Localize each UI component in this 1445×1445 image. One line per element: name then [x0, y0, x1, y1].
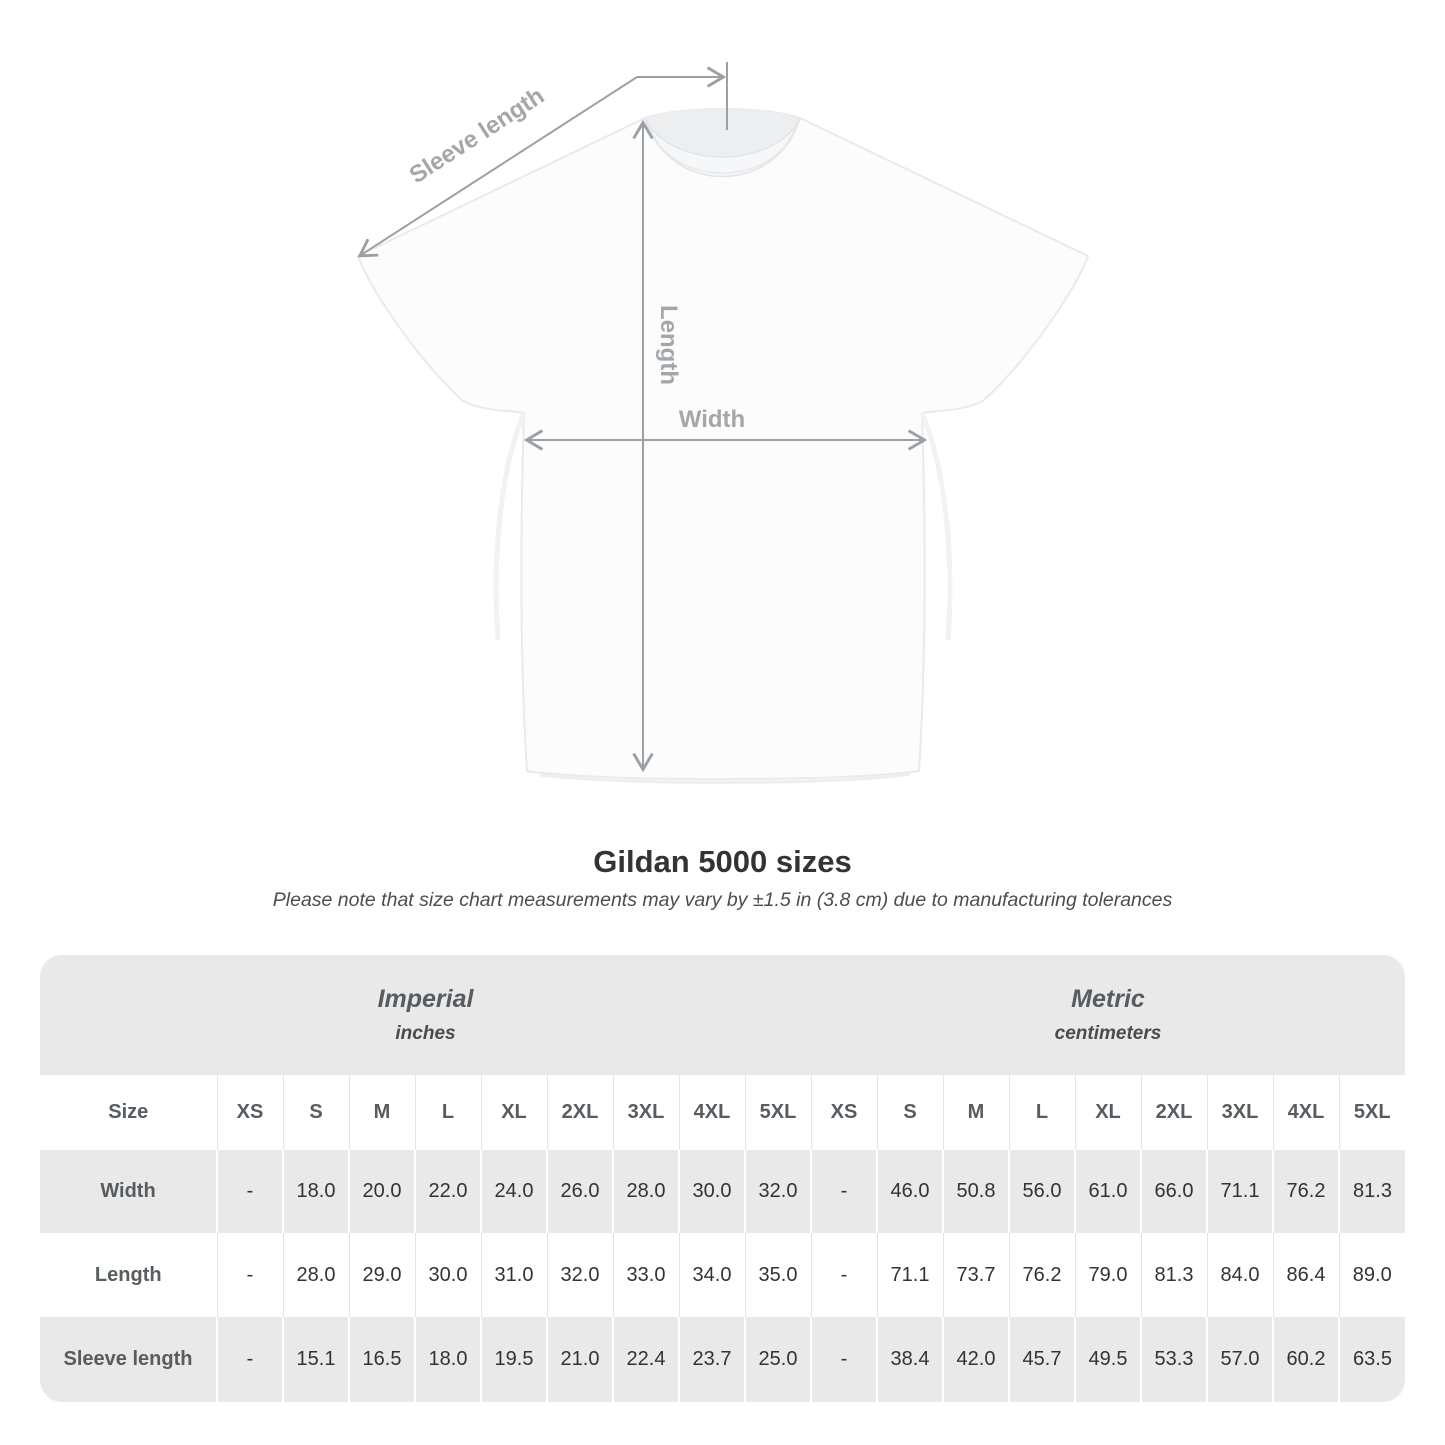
- measurement-cell: 30.0: [415, 1233, 481, 1317]
- measurement-cell: 79.0: [1075, 1233, 1141, 1317]
- tshirt-graphic: [358, 109, 1088, 782]
- size-table: [40, 955, 1405, 1402]
- size-header-cell: XL: [481, 1075, 547, 1150]
- measurement-cell: -: [811, 1317, 877, 1402]
- measurement-cell: 57.0: [1207, 1317, 1273, 1402]
- imperial-group-header: [40, 955, 811, 1075]
- page-title: Gildan 5000 sizes: [593, 844, 852, 879]
- sleeve-length-label: Sleeve length: [404, 82, 550, 190]
- measurement-cell: 76.2: [1273, 1150, 1339, 1233]
- measurement-cell: 76.2: [1009, 1233, 1075, 1317]
- table-row-length: [40, 1233, 1405, 1317]
- measurement-cell: 66.0: [1141, 1150, 1207, 1233]
- measurement-cell: 60.2: [1273, 1317, 1339, 1402]
- row-label-sleeve-length: Sleeve length: [40, 1317, 217, 1402]
- measurement-cell: 34.0: [679, 1233, 745, 1317]
- measurement-cell: 33.0: [613, 1233, 679, 1317]
- imperial-group-label: Imperial: [377, 985, 474, 1014]
- measurement-cell: 24.0: [481, 1150, 547, 1233]
- measurement-cell: -: [811, 1233, 877, 1317]
- measurement-cell: 45.7: [1009, 1317, 1075, 1402]
- width-label: Width: [678, 406, 746, 433]
- length-label: Length: [655, 305, 682, 385]
- size-header-row: [40, 1075, 1405, 1150]
- fold-shade-left: [496, 413, 524, 640]
- metric-group-unit: centimeters: [1054, 1023, 1162, 1045]
- measurement-cell: 32.0: [745, 1150, 811, 1233]
- row-label-width: Width: [40, 1150, 217, 1233]
- measurement-cell: 28.0: [283, 1233, 349, 1317]
- measurement-cell: -: [217, 1233, 283, 1317]
- measurement-cell: 21.0: [547, 1317, 613, 1402]
- fold-shade-right: [922, 413, 950, 640]
- measurement-cell: 38.4: [877, 1317, 943, 1402]
- measurement-cell: -: [217, 1150, 283, 1233]
- metric-group-label: Metric: [1071, 985, 1145, 1014]
- size-header-cell: L: [415, 1075, 481, 1150]
- measurement-cell: 81.3: [1339, 1150, 1405, 1233]
- measurement-cell: 71.1: [1207, 1150, 1273, 1233]
- measurement-cell: -: [811, 1150, 877, 1233]
- measurement-cell: 28.0: [613, 1150, 679, 1233]
- measurement-cell: 31.0: [481, 1233, 547, 1317]
- measurement-cell: 53.3: [1141, 1317, 1207, 1402]
- metric-group-header: [811, 955, 1405, 1075]
- measurement-cell: 86.4: [1273, 1233, 1339, 1317]
- size-header-cell: L: [1009, 1075, 1075, 1150]
- size-header-cell: 3XL: [1207, 1075, 1273, 1150]
- measurement-cell: 18.0: [415, 1317, 481, 1402]
- size-header-cell: 5XL: [1339, 1075, 1405, 1150]
- page-subtitle: Please note that size chart measurements may vary by ±1.5 in (3.8 cm) due to manufacturing tolerances: [272, 888, 1173, 911]
- measurement-cell: 89.0: [1339, 1233, 1405, 1317]
- size-column-title: Size: [40, 1075, 217, 1150]
- size-header-cell: XL: [1075, 1075, 1141, 1150]
- measurement-cell: 20.0: [349, 1150, 415, 1233]
- measurement-cell: 26.0: [547, 1150, 613, 1233]
- imperial-group-unit: inches: [395, 1023, 456, 1045]
- row-label-length: Length: [40, 1233, 217, 1317]
- measurement-cell: 56.0: [1009, 1150, 1075, 1233]
- measurement-cell: 50.8: [943, 1150, 1009, 1233]
- tshirt-outline: [358, 109, 1088, 779]
- measurement-cell: 16.5: [349, 1317, 415, 1402]
- measurement-cell: 30.0: [679, 1150, 745, 1233]
- unit-group-row: [40, 955, 1405, 1075]
- measurement-cell: 29.0: [349, 1233, 415, 1317]
- measurement-cell: 18.0: [283, 1150, 349, 1233]
- size-header-cell: M: [349, 1075, 415, 1150]
- measurement-cell: 42.0: [943, 1317, 1009, 1402]
- measurement-cell: 15.1: [283, 1317, 349, 1402]
- measurement-cell: 61.0: [1075, 1150, 1141, 1233]
- size-header-cell: 2XL: [547, 1075, 613, 1150]
- measurement-cell: 49.5: [1075, 1317, 1141, 1402]
- measurement-cell: 32.0: [547, 1233, 613, 1317]
- measurement-cell: 73.7: [943, 1233, 1009, 1317]
- table-row-sleeve-length: [40, 1317, 1405, 1402]
- size-table-container: [40, 955, 1405, 1402]
- measurement-cell: 25.0: [745, 1317, 811, 1402]
- measurement-cell: 35.0: [745, 1233, 811, 1317]
- size-header-cell: S: [877, 1075, 943, 1150]
- measurement-cell: 22.0: [415, 1150, 481, 1233]
- measurement-cell: 23.7: [679, 1317, 745, 1402]
- size-header-cell: 4XL: [1273, 1075, 1339, 1150]
- size-header-cell: M: [943, 1075, 1009, 1150]
- measurement-cell: 81.3: [1141, 1233, 1207, 1317]
- size-header-cell: 4XL: [679, 1075, 745, 1150]
- size-header-cell: 2XL: [1141, 1075, 1207, 1150]
- measurement-cell: 63.5: [1339, 1317, 1405, 1402]
- size-header-cell: XS: [217, 1075, 283, 1150]
- measurement-cell: 71.1: [877, 1233, 943, 1317]
- measurement-cell: -: [217, 1317, 283, 1402]
- table-row-width: [40, 1150, 1405, 1233]
- measurement-cell: 46.0: [877, 1150, 943, 1233]
- size-header-cell: 3XL: [613, 1075, 679, 1150]
- size-header-cell: XS: [811, 1075, 877, 1150]
- measurement-cell: 19.5: [481, 1317, 547, 1402]
- measurement-cell: 84.0: [1207, 1233, 1273, 1317]
- size-header-cell: S: [283, 1075, 349, 1150]
- size-header-cell: 5XL: [745, 1075, 811, 1150]
- measurement-cell: 22.4: [613, 1317, 679, 1402]
